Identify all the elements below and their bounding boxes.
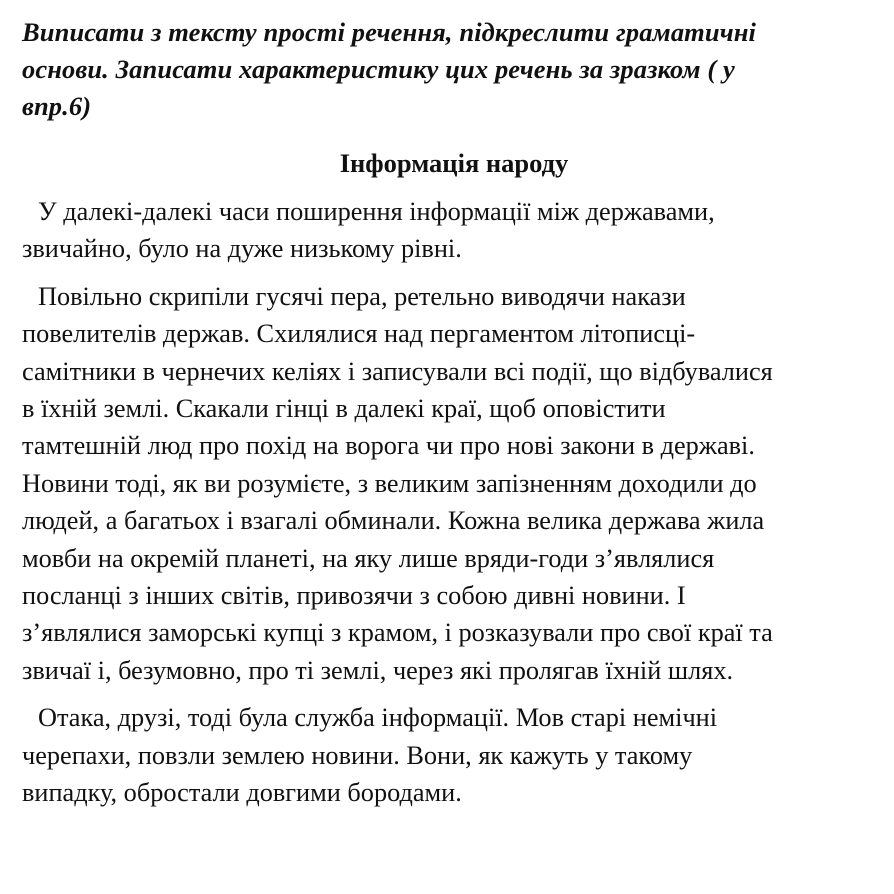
text-line: Повільно скрипіли гусячі пера, ретельно виводячи накази bbox=[38, 281, 686, 311]
text-line: У далекі-далекі часи поширення інформації між державами, bbox=[38, 197, 715, 226]
text-line: звичайно, було на дуже низькому рівні. bbox=[22, 234, 462, 264]
paragraph-1 bbox=[22, 193, 886, 268]
paragraph-2 bbox=[22, 278, 886, 689]
task-line: основи. Записати характеристику цих речень за зразком ( у bbox=[22, 54, 735, 84]
text-line: самітники в чернечих келіях і записували всі події, що відбувалися bbox=[22, 356, 773, 386]
text-line: посланці з інших світів, привозячи з собою дивні новини. І bbox=[22, 581, 686, 611]
document-page bbox=[22, 14, 886, 822]
text-line: Новини тоді, як ви розумієте, з великим запізненням доходили до bbox=[22, 468, 757, 498]
text-line: в їхній землі. Скакали гінці в далекі краї, щоб оповістити bbox=[22, 394, 666, 424]
text-line: звичаї і, безумовно, про ті землі, через які пролягав їхній шлях. bbox=[22, 655, 734, 685]
paragraph-3 bbox=[22, 699, 886, 811]
text-line: черепахи, повзли землею новини. Вони, як кажуть у такому bbox=[22, 740, 693, 770]
text-line: мовби на окремій планеті, на яку лише вряди-годи з’являлися bbox=[22, 543, 715, 573]
task-line: Виписати з тексту прості речення, підкреслити граматичні bbox=[22, 17, 757, 47]
task-instruction bbox=[22, 14, 886, 125]
text-line: з’являлися заморські купці з крамом, і розказували про свої краї та bbox=[22, 618, 773, 648]
task-line: впр.6) bbox=[22, 91, 92, 121]
text-line: людей, а багатьох і взагалі обминали. Кожна велика держава жила bbox=[22, 506, 765, 536]
text-line: Отака, друзі, тоді була служба інформації. Мов старі немічні bbox=[38, 703, 718, 733]
text-line: повелителів держав. Схилялися над пергаментом літописці- bbox=[22, 319, 696, 349]
text-line: випадку, обростали довгими бородами. bbox=[22, 778, 462, 808]
text-line: тамтешній люд про похід на ворога чи про нові закони в державі. bbox=[22, 431, 755, 461]
text-title: Інформація народу bbox=[339, 148, 569, 178]
